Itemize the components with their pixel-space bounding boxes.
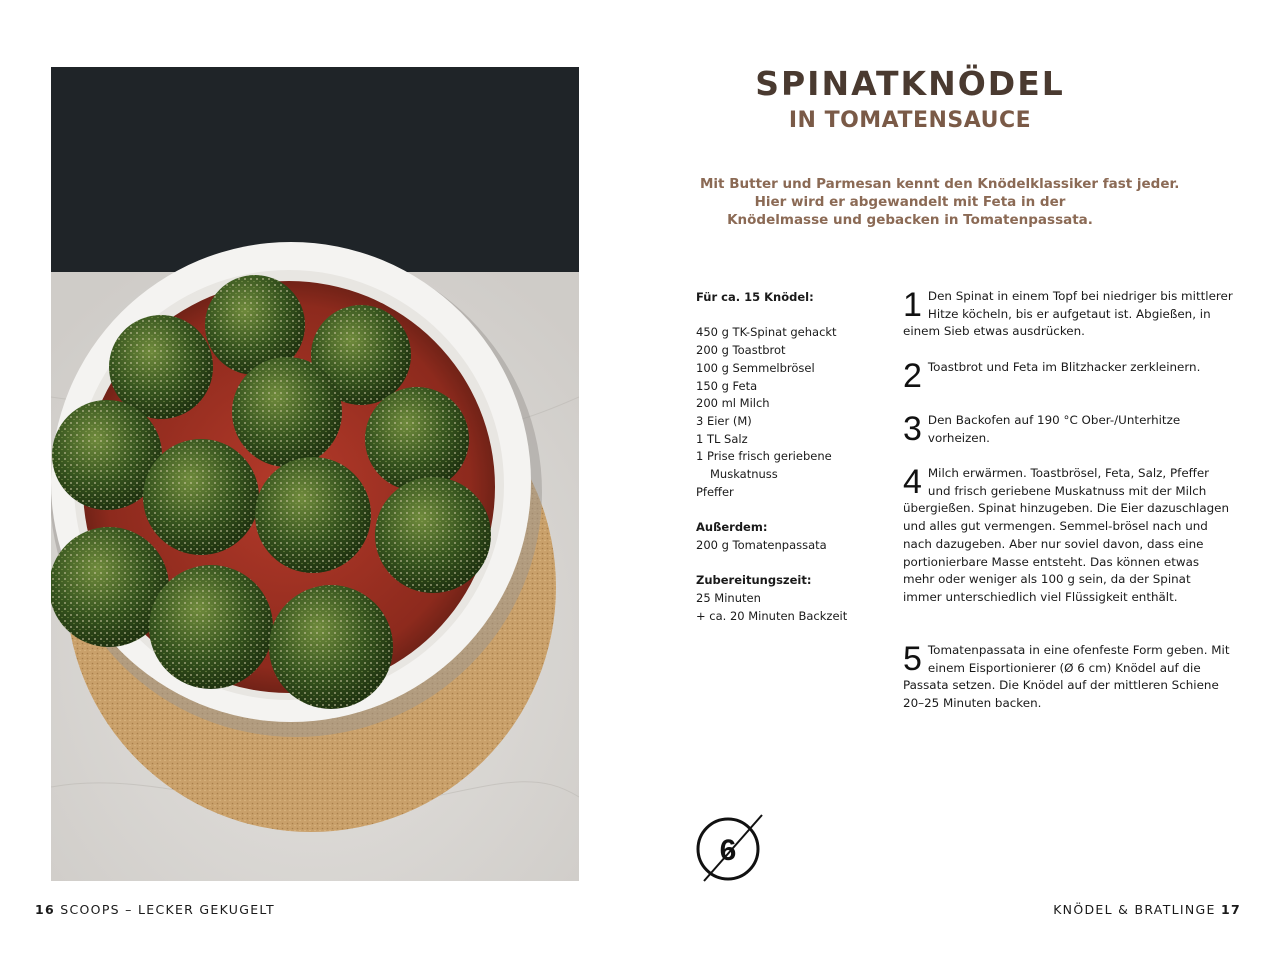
ingredients-heading: Für ca. 15 Knödel: [696, 290, 814, 304]
recipe-photo [51, 67, 579, 881]
extra-heading: Außerdem: [696, 520, 768, 535]
ingredient-item: Muskatnuss [710, 467, 778, 482]
step-text: Den Spinat in einem Topf bei niedriger bis mittlerer Hitze köcheln, bis er aufgetaut ist. Abgießen, in einem Sieb etwas ausdrücken. [903, 289, 1233, 339]
step-text: Den Backofen auf 190 °C Ober-/Unterhitze vorheizen. [927, 413, 1181, 445]
ingredient-item: Pfeffer [696, 484, 734, 499]
scoop-count-badge [694, 811, 766, 883]
footer-right [1053, 902, 1241, 917]
step-number: 2 [903, 357, 922, 395]
time-item: + ca. 20 Minuten Backzeit [696, 608, 848, 623]
ingredient-item: 450 g TK-Spinat gehackt [696, 325, 837, 340]
ingredient-item: 150 g Feta [696, 378, 758, 393]
step-3 [903, 412, 1233, 447]
page-number-left: 16 [35, 902, 55, 917]
step-number: 1 [903, 286, 922, 324]
step-number: 5 [903, 640, 922, 678]
step-text: Tomatenpassata in eine ofenfeste Form geben. Mit einem Eisportionierer (Ø 6 cm) Knödel auf die Passata setzen. Die Knödel auf der mittleren Schiene 20–25 Minuten backen. [903, 643, 1230, 711]
intro-line: Knödelmasse und gebacken in Tomatenpassata. [727, 212, 1093, 228]
intro-line: Mit Butter und Parmesan kennt den Knödelklassiker fast jeder. [700, 176, 1180, 192]
step-1 [903, 288, 1233, 341]
recipe-subtitle: IN TOMATENSAUCE [788, 108, 1032, 133]
time-item: 25 Minuten [696, 590, 761, 605]
step-text: Milch erwärmen. Toastbrösel, Feta, Salz, Pfeffer und frisch geriebene Muskatnuss mit der Milch übergießen. Spinat hinzugeben. Die Eier dazuschlagen und alles gut vermengen. Semmel-brösel nach und nach dazugeben. Aber nur soviel davon, dass eine portionierbare Masse entsteht. Das können etwas mehr oder weniger als 100 g sein, da der Spinat immer unterschiedlich viel Flüssigkeit enthält. [903, 466, 1230, 604]
intro-line: Hier wird er abgewandelt mit Feta in der [754, 194, 1066, 210]
badge-number: 6 [719, 834, 737, 867]
step-5 [903, 642, 1233, 713]
ingredient-item: 200 g Toastbrot [696, 343, 786, 358]
step-number: 4 [903, 463, 922, 501]
ingredient-item: 1 TL Salz [696, 431, 748, 446]
ingredient-item: 200 ml Milch [696, 396, 770, 411]
ingredient-item: 1 Prise frisch geriebene [696, 449, 832, 464]
no-symbol-icon [694, 811, 766, 883]
ingredient-item: 3 Eier (M) [696, 413, 752, 428]
step-4 [903, 465, 1233, 607]
recipe-title: SPINATKNÖDEL [755, 64, 1065, 103]
time-heading: Zubereitungszeit: [696, 573, 812, 588]
footer-left [35, 902, 275, 917]
step-text: Toastbrot und Feta im Blitzhacker zerkleinern. [927, 360, 1201, 374]
book-title: SCOOPS – LECKER GEKUGELT [60, 902, 275, 917]
recipe-intro [700, 175, 1180, 229]
chapter-title: KNÖDEL & BRATLINGE [1053, 902, 1216, 917]
extra-item: 200 g Tomatenpassata [696, 537, 827, 552]
page-number-right: 17 [1221, 902, 1241, 917]
ingredients-list [696, 289, 886, 625]
step-number: 3 [903, 410, 922, 448]
ingredient-item: 100 g Semmelbrösel [696, 360, 815, 375]
step-2 [903, 357, 1233, 395]
